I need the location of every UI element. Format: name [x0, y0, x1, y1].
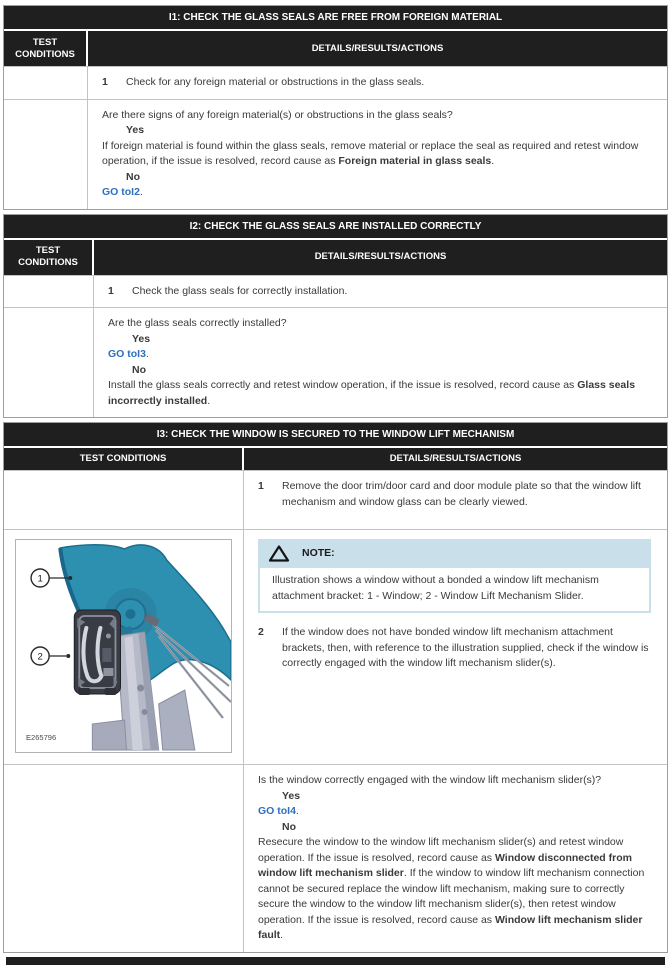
- slider-bracket-shape: [74, 610, 120, 695]
- step-text: Remove the door trim/door card and door module plate so that the window lift mechanism and window glass can be clearly viewed.: [282, 480, 641, 508]
- col-header-details-results-actions: DETAILS/RESULTS/ACTIONS: [94, 240, 667, 275]
- record-cause-bold: Foreign material in glass seals: [338, 155, 492, 167]
- col-header-test-conditions: TEST CONDITIONS: [4, 31, 88, 66]
- result-question: Are the glass seals correctly installed?: [108, 317, 287, 329]
- section-i3-column-headers: [4, 446, 667, 471]
- col-header-test-conditions: TEST CONDITIONS: [4, 240, 94, 275]
- answer-no-action: Install the glass seals correctly and retest window operation, if the issue is resolved, record cause as Glass seals incorrectly installed.: [108, 379, 636, 407]
- answer-no-action: GO toI2.: [102, 186, 143, 198]
- illustration-cell: [4, 530, 244, 764]
- step-number: 2: [258, 626, 264, 638]
- table-row: [4, 529, 667, 764]
- section-i3: [3, 422, 668, 953]
- note-triangle-icon: [268, 544, 290, 563]
- note-label: NOTE:: [302, 546, 335, 559]
- note-header: [258, 539, 651, 568]
- window-lift-illustration: [15, 539, 232, 753]
- test-conditions-cell: [4, 471, 244, 529]
- table-row: [4, 99, 667, 209]
- answer-yes-action: GO toI3.: [108, 348, 149, 360]
- step-number: 1: [108, 284, 114, 297]
- go-to-i3-link[interactable]: GO toI3: [108, 348, 146, 360]
- go-to-i4-link[interactable]: GO toI4: [258, 805, 296, 817]
- step-text: Check for any foreign material or obstructions in the glass seals.: [126, 76, 425, 88]
- answer-no-label: No: [282, 820, 296, 833]
- test-conditions-cell: [4, 765, 244, 952]
- callout-1-number: 1: [37, 573, 43, 585]
- answer-yes-action: GO toI4.: [258, 805, 299, 817]
- result-question: Is the window correctly engaged with the window lift mechanism slider(s)?: [258, 774, 602, 786]
- next-section-header-partial: [6, 957, 665, 965]
- section-i1-column-headers: [4, 29, 667, 67]
- go-to-i2-link[interactable]: GO toI2: [102, 186, 140, 198]
- note-box: [258, 539, 651, 613]
- result-question: Are there signs of any foreign material(s) or obstructions in the glass seals?: [102, 108, 453, 121]
- col-header-test-conditions: TEST CONDITIONS: [4, 448, 244, 470]
- step-item: [258, 625, 651, 672]
- record-cause-bold: Glass seals incorrectly installed: [108, 379, 636, 407]
- step-item: [108, 284, 651, 300]
- callout-2: [31, 647, 70, 665]
- table-row: [4, 276, 667, 308]
- step-number: 1: [258, 480, 264, 492]
- step-item: [102, 75, 651, 91]
- section-i2: [3, 214, 668, 419]
- step-item: [258, 479, 651, 510]
- section-i1-title: I1: CHECK THE GLASS SEALS ARE FREE FROM FOREIGN MATERIAL: [4, 6, 667, 29]
- answer-no-action: Resecure the window to the window lift mechanism slider(s) and retest window operation. If the issue is resolved, record cause as Window disconnected from window lift mechanism slider. If the window to window lift mechanism connection cannot be secured replace the window lift mechanism, making sure to correctly secure the window to the window lift mechanism slider(s), then retest window operation. If the issue is resolved, record cause as Window lift mechanism slider fault.: [258, 836, 645, 941]
- answer-no-label: No: [126, 170, 140, 183]
- figure-code-label: E265796: [26, 733, 57, 742]
- table-row: [4, 471, 667, 529]
- record-cause-bold: Window disconnected from window lift mechanism slider: [258, 851, 632, 879]
- col-header-details-results-actions: DETAILS/RESULTS/ACTIONS: [88, 31, 667, 66]
- answer-yes-label: Yes: [132, 332, 151, 345]
- test-conditions-cell: [4, 276, 94, 308]
- step-text: Check the glass seals for correctly installation.: [132, 284, 348, 297]
- section-i2-title: I2: CHECK THE GLASS SEALS ARE INSTALLED CORRECTLY: [4, 215, 667, 238]
- callout-2-number: 2: [37, 651, 43, 663]
- step-number: 1: [102, 76, 108, 88]
- test-conditions-cell: [4, 308, 94, 417]
- table-row: [4, 307, 667, 417]
- test-conditions-cell: [4, 100, 88, 209]
- test-conditions-cell: [4, 67, 88, 99]
- section-i3-title: I3: CHECK THE WINDOW IS SECURED TO THE WINDOW LIFT MECHANISM: [4, 423, 667, 446]
- section-i1: [3, 5, 668, 210]
- table-row: [4, 67, 667, 99]
- illustration-svg: [16, 540, 231, 752]
- answer-no-label: No: [132, 363, 146, 376]
- answer-yes-label: Yes: [282, 789, 301, 802]
- table-row: [4, 764, 667, 952]
- section-i2-column-headers: [4, 238, 667, 276]
- step-text: If the window does not have bonded window lift mechanism attachment brackets, then, with reference to the illustration supplied, check if the window is correctly engaged with the window lift mechanism slider(s).: [282, 626, 649, 669]
- note-body: Illustration shows a window without a bonded a window lift mechanism attachment bracket: 1 - Window; 2 - Window Lift Mechanism Slider.: [258, 568, 651, 613]
- record-cause-bold: Window lift mechanism slider fault: [258, 913, 643, 941]
- answer-yes-label: Yes: [126, 124, 145, 136]
- col-header-details-results-actions: DETAILS/RESULTS/ACTIONS: [244, 448, 667, 470]
- answer-yes-action: If foreign material is found within the glass seals, remove material or replace the seal as required and retest window operation, if the issue is resolved, record cause as Foreign material in glass seals.: [102, 139, 639, 167]
